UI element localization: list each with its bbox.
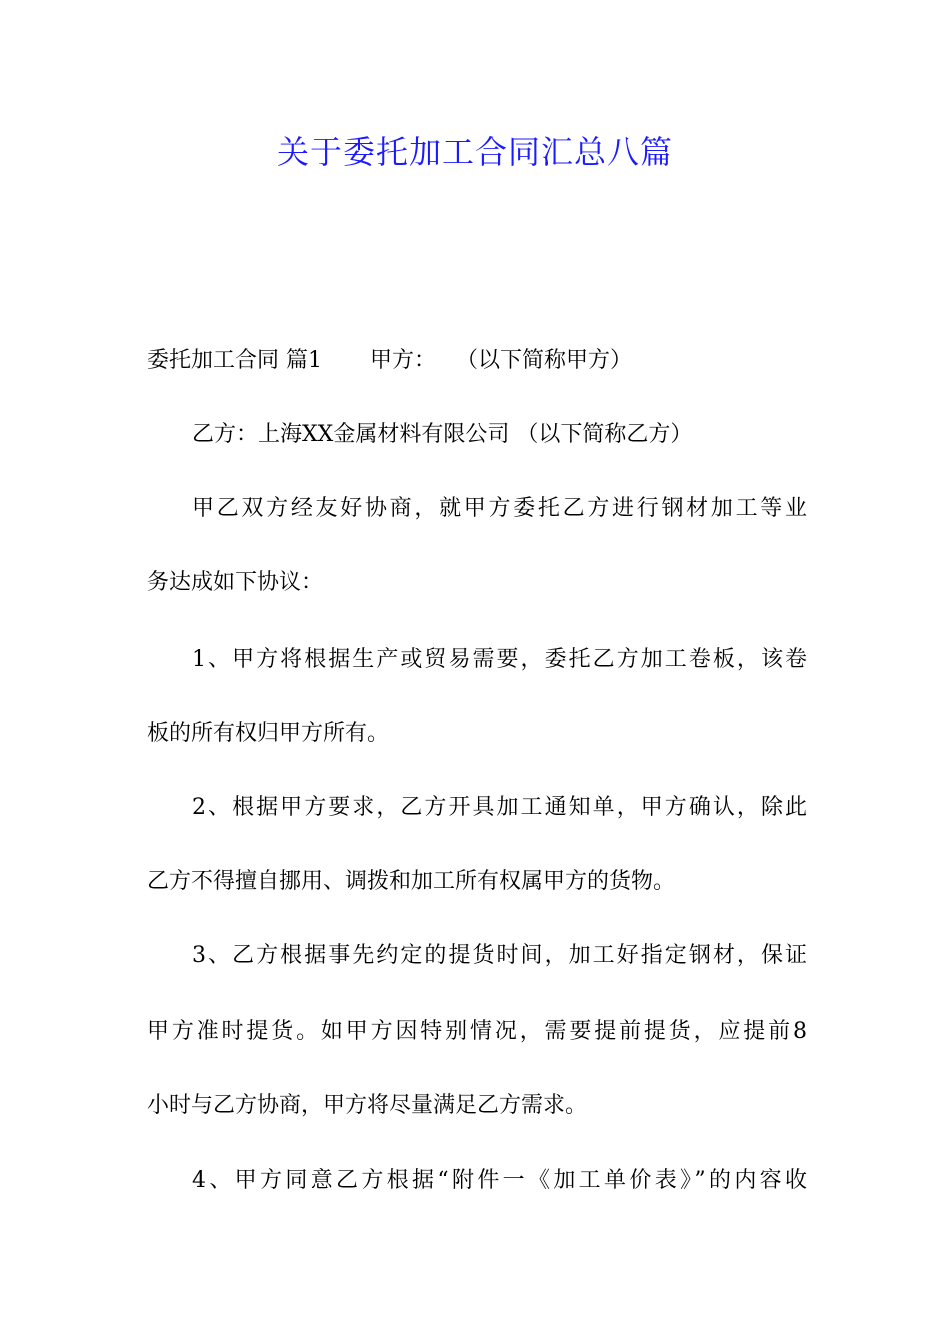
paragraph-line: 3、乙方根据事先约定的提货时间，加工好指定钢材，保证 — [192, 943, 807, 968]
paragraph-line: 甲乙双方经友好协商，就甲方委托乙方进行钢材加工等业 — [192, 496, 807, 521]
paragraph-line: 乙方不得擅自挪用、调拨和加工所有权属甲方的货物。 — [147, 869, 676, 894]
paragraph-line: 板的所有权归甲方所有。 — [147, 721, 390, 746]
party-a-note: （以下简称甲方） — [456, 348, 633, 373]
paragraph-line: 乙方：上海XX金属材料有限公司 （以下简称乙方） — [192, 422, 693, 447]
party-a-label: 甲方： — [370, 348, 437, 373]
paragraph-line: 2、根据甲方要求，乙方开具加工通知单，甲方确认，除此 — [192, 795, 807, 820]
paragraph-line: 1、甲方将根据生产或贸易需要，委托乙方加工卷板，该卷 — [192, 647, 807, 672]
paragraph-line: 小时与乙方协商，甲方将尽量满足乙方需求。 — [147, 1093, 588, 1118]
section-heading-line — [147, 343, 807, 379]
paragraph-line: 务达成如下协议： — [147, 570, 324, 595]
paragraph-line: 甲方准时提货。如甲方因特别情况，需要提前提货，应提前8 — [147, 1019, 807, 1044]
section-heading: 委托加工合同 篇1 — [147, 348, 322, 373]
paragraph-line: 4、甲方同意乙方根据“附件一《加工单价表》”的内容收 — [192, 1168, 807, 1193]
document-title: 关于委托加工合同汇总八篇 — [276, 133, 673, 171]
